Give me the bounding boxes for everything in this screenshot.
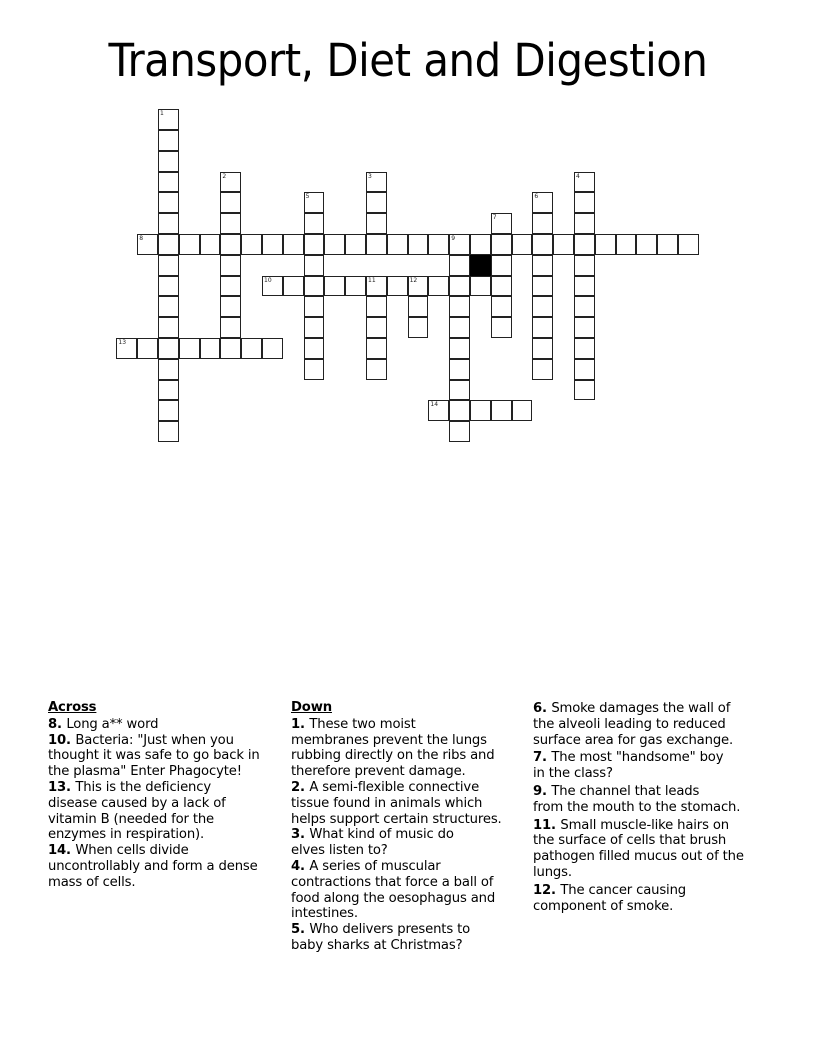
grid-cell[interactable] — [366, 359, 387, 380]
grid-cell[interactable] — [241, 234, 262, 255]
grid-cell[interactable] — [408, 276, 429, 297]
grid-cell[interactable] — [366, 317, 387, 338]
clue-text-line: the plasma" Enter Phagocyte! — [48, 764, 242, 780]
grid-cell[interactable] — [324, 234, 345, 255]
grid-cell[interactable] — [304, 213, 325, 234]
grid-cell[interactable] — [366, 213, 387, 234]
grid-cell[interactable] — [408, 317, 429, 338]
grid-cell[interactable] — [158, 213, 179, 234]
grid-cell[interactable] — [345, 234, 366, 255]
grid-cell[interactable] — [158, 338, 179, 359]
grid-cell[interactable] — [158, 296, 179, 317]
clue-text-line: 12. The cancer causing — [533, 882, 686, 898]
across-clue-list — [48, 717, 288, 891]
clue-text-line: thought it was safe to go back in — [48, 748, 260, 764]
clue-text-line: 5. Who delivers presents to — [291, 922, 471, 938]
grid-cell[interactable] — [366, 172, 387, 193]
grid-cell[interactable] — [428, 276, 449, 297]
crossword-grid — [0, 0, 816, 460]
grid-cell[interactable] — [532, 255, 553, 276]
down-clue — [291, 859, 531, 922]
grid-cell[interactable] — [220, 172, 241, 193]
grid-cell[interactable] — [449, 234, 470, 255]
clue-number: 11 — [368, 276, 376, 284]
grid-cell[interactable] — [158, 400, 179, 421]
clue-number-label: 12. — [533, 882, 561, 898]
clue-text-line: membranes prevent the lungs — [291, 732, 487, 748]
clue-text-line: 9. The channel that leads — [533, 783, 700, 799]
clue-text-line: from the mouth to the stomach. — [533, 799, 741, 815]
down-clue — [291, 922, 531, 954]
grid-cell[interactable] — [116, 338, 137, 359]
grid-cell[interactable] — [491, 400, 512, 421]
grid-cell[interactable] — [532, 213, 553, 234]
clue-text-line: food along the oesophagus and — [291, 890, 496, 906]
grid-cell[interactable] — [470, 234, 491, 255]
clue-number-label: 1. — [291, 716, 310, 732]
grid-cell[interactable] — [262, 338, 283, 359]
grid-cell[interactable] — [532, 338, 553, 359]
clue-number-label: 13. — [48, 779, 76, 795]
down-clue — [533, 701, 778, 748]
down-clue — [533, 883, 778, 915]
across-clue — [48, 733, 288, 780]
clue-number-label: 8. — [48, 716, 67, 732]
clue-text-line: 2. A semi-flexible connective — [291, 779, 480, 795]
grid-cell[interactable] — [366, 338, 387, 359]
grid-cell[interactable] — [283, 234, 304, 255]
clue-number: 8 — [139, 234, 144, 242]
grid-cell[interactable] — [574, 317, 595, 338]
clue-number: 7 — [492, 214, 497, 222]
grid-cell[interactable] — [220, 317, 241, 338]
grid-cell[interactable] — [283, 276, 304, 297]
grid-cell[interactable] — [574, 380, 595, 401]
clue-text-line: surface area for gas exchange. — [533, 732, 734, 748]
grid-cell[interactable] — [304, 192, 325, 213]
clue-number: 9 — [451, 234, 456, 242]
grid-cell[interactable] — [532, 192, 553, 213]
grid-cell[interactable] — [532, 296, 553, 317]
across-clue — [48, 843, 288, 890]
grid-cell[interactable] — [491, 317, 512, 338]
grid-cell[interactable] — [532, 234, 553, 255]
grid-cell[interactable] — [491, 296, 512, 317]
clue-text-line: in the class? — [533, 766, 613, 782]
clue-text-line: lungs. — [533, 864, 572, 880]
clue-text-line: disease caused by a lack of — [48, 795, 226, 811]
clue-number-label: 10. — [48, 732, 76, 748]
clue-number-label: 7. — [533, 750, 552, 766]
clue-number: 12 — [409, 276, 418, 284]
grid-cell[interactable] — [304, 317, 325, 338]
clue-text-line: rubbing directly on the ribs and — [291, 748, 495, 764]
clue-text-line: elves listen to? — [291, 843, 388, 859]
grid-cell[interactable] — [241, 338, 262, 359]
clue-text-line: 1. These two moist — [291, 716, 416, 732]
grid-cell[interactable] — [657, 234, 678, 255]
grid-cell[interactable] — [158, 421, 179, 442]
grid-cell[interactable] — [200, 234, 221, 255]
clue-text-line: therefore prevent damage. — [291, 764, 466, 780]
grid-cell[interactable] — [470, 276, 491, 297]
down-clue — [291, 717, 531, 780]
grid-cell[interactable] — [574, 234, 595, 255]
grid-cell[interactable] — [449, 400, 470, 421]
grid-cell[interactable] — [595, 234, 616, 255]
grid-cell[interactable] — [491, 276, 512, 297]
clue-number-label: 14. — [48, 843, 76, 859]
grid-cell[interactable] — [574, 276, 595, 297]
grid-cell[interactable] — [137, 234, 158, 255]
grid-cell[interactable] — [449, 317, 470, 338]
grid-cell[interactable] — [449, 296, 470, 317]
down-clue — [533, 750, 778, 782]
puzzle-title: Transport, Diet and Digestion — [108, 34, 708, 87]
clue-text-line: 6. Smoke damages the wall of — [533, 701, 731, 716]
clue-text-line: uncontrollably and form a dense — [48, 858, 258, 874]
grid-cell[interactable] — [366, 234, 387, 255]
grid-cell[interactable] — [304, 276, 325, 297]
clue-text-line: vitamin B (needed for the — [48, 811, 215, 827]
black-cell — [470, 255, 491, 276]
grid-cell[interactable] — [137, 338, 158, 359]
clue-text-line: 3. What kind of music do — [291, 827, 454, 843]
grid-cell[interactable] — [574, 359, 595, 380]
grid-cell[interactable] — [532, 317, 553, 338]
grid-cell[interactable] — [220, 296, 241, 317]
grid-cell[interactable] — [574, 255, 595, 276]
grid-cell[interactable] — [220, 213, 241, 234]
clue-number-label: 2. — [291, 779, 310, 795]
clue-text-line: 4. A series of muscular — [291, 858, 441, 874]
down-heading: Down — [291, 700, 332, 715]
grid-cell[interactable] — [304, 359, 325, 380]
grid-cell[interactable] — [158, 172, 179, 193]
grid-cell[interactable] — [553, 234, 574, 255]
grid-cell[interactable] — [449, 276, 470, 297]
clue-text-line: 10. Bacteria: "Just when you — [48, 732, 234, 748]
grid-cell[interactable] — [220, 234, 241, 255]
grid-cell[interactable] — [387, 234, 408, 255]
clue-text-line: the surface of cells that brush — [533, 833, 727, 849]
grid-cell[interactable] — [220, 276, 241, 297]
grid-cell[interactable] — [470, 400, 491, 421]
grid-cell[interactable] — [449, 359, 470, 380]
clue-text-line: 8. Long a** word — [48, 716, 159, 732]
clue-number-label: 5. — [291, 922, 310, 938]
grid-cell[interactable] — [158, 255, 179, 276]
down-clues-column — [291, 700, 531, 954]
grid-cell[interactable] — [158, 380, 179, 401]
grid-cell[interactable] — [366, 276, 387, 297]
grid-cell[interactable] — [408, 234, 429, 255]
grid-cell[interactable] — [220, 255, 241, 276]
grid-cell[interactable] — [449, 380, 470, 401]
grid-cell[interactable] — [616, 234, 637, 255]
clue-number: 4 — [576, 172, 580, 180]
down-clue — [533, 784, 778, 816]
grid-cell[interactable] — [491, 255, 512, 276]
across-clues-column — [48, 700, 288, 891]
grid-cell[interactable] — [158, 234, 179, 255]
grid-cell[interactable] — [512, 234, 533, 255]
clue-text-line: contractions that force a ball of — [291, 874, 494, 890]
grid-cell[interactable] — [449, 421, 470, 442]
grid-cell[interactable] — [158, 317, 179, 338]
grid-cell[interactable] — [428, 234, 449, 255]
clue-number-label: 9. — [533, 783, 552, 799]
clue-text-line: 11. Small muscle-like hairs on — [533, 817, 729, 833]
down-clue — [291, 827, 531, 859]
grid-cell[interactable] — [366, 296, 387, 317]
grid-cell[interactable] — [304, 234, 325, 255]
grid-cell[interactable] — [220, 192, 241, 213]
clue-number: 2 — [222, 172, 227, 180]
grid-cell[interactable] — [324, 276, 345, 297]
clue-text-line: 14. When cells divide — [48, 843, 189, 859]
across-clue — [48, 717, 288, 733]
clue-text-line: 13. This is the deficiency — [48, 779, 211, 795]
clue-number: 3 — [368, 172, 372, 180]
grid-cell[interactable] — [574, 192, 595, 213]
grid-cell[interactable] — [262, 234, 283, 255]
grid-cell[interactable] — [512, 400, 533, 421]
grid-cell[interactable] — [449, 255, 470, 276]
grid-cell[interactable] — [532, 359, 553, 380]
clue-text-line: enzymes in respiration). — [48, 827, 205, 843]
grid-cell[interactable] — [636, 234, 657, 255]
grid-cell[interactable] — [574, 296, 595, 317]
clue-number: 13 — [118, 338, 127, 346]
grid-cell[interactable] — [158, 192, 179, 213]
grid-cell[interactable] — [200, 338, 221, 359]
clue-text-line: 7. The most "handsome" boy — [533, 750, 724, 766]
grid-cell[interactable] — [428, 400, 449, 421]
grid-cell[interactable] — [408, 296, 429, 317]
grid-cell[interactable] — [449, 338, 470, 359]
grid-cell[interactable] — [491, 234, 512, 255]
grid-cell[interactable] — [158, 151, 179, 172]
clue-number: 5 — [305, 193, 310, 201]
grid-cell[interactable] — [179, 338, 200, 359]
grid-cell[interactable] — [262, 276, 283, 297]
across-heading: Across — [48, 700, 97, 715]
grid-cell[interactable] — [304, 338, 325, 359]
clue-number: 1 — [160, 110, 164, 118]
clue-text-line: intestines. — [291, 906, 358, 922]
grid-cell[interactable] — [532, 276, 553, 297]
clue-text-line: baby sharks at Christmas? — [291, 937, 463, 953]
clue-text-line: mass of cells. — [48, 874, 136, 890]
clue-number-label: 4. — [291, 858, 310, 874]
grid-cell[interactable] — [304, 255, 325, 276]
clue-number-label: 3. — [291, 827, 310, 843]
down-clue-list-continued — [533, 701, 778, 914]
grid-cell[interactable] — [158, 130, 179, 151]
clue-number: 6 — [534, 193, 539, 201]
clue-text-line: the alveoli leading to reduced — [533, 716, 726, 732]
grid-cell[interactable] — [387, 276, 408, 297]
grid-cell[interactable] — [678, 234, 699, 255]
across-clue — [48, 780, 288, 843]
down-clue — [291, 780, 531, 827]
grid-cell[interactable] — [158, 109, 179, 130]
grid-cell[interactable] — [366, 192, 387, 213]
grid-cell[interactable] — [158, 276, 179, 297]
grid-cell[interactable] — [158, 359, 179, 380]
grid-cell[interactable] — [574, 172, 595, 193]
down-clue — [533, 818, 778, 881]
grid-cell[interactable] — [345, 276, 366, 297]
grid-cell[interactable] — [179, 234, 200, 255]
clue-number: 10 — [264, 276, 272, 284]
clue-text-line: pathogen filled mucus out of the — [533, 849, 744, 865]
grid-cell[interactable] — [304, 296, 325, 317]
grid-cell[interactable] — [574, 338, 595, 359]
grid-cell[interactable] — [220, 338, 241, 359]
clue-number-label: 11. — [533, 817, 561, 833]
clue-number: 14 — [430, 401, 439, 409]
clue-text-line: tissue found in animals which — [291, 795, 483, 811]
clue-text-line: helps support certain structures. — [291, 811, 502, 827]
down-clues-column-continued — [533, 701, 778, 916]
grid-cell[interactable] — [574, 213, 595, 234]
clue-number-label: 6. — [533, 701, 552, 716]
clue-text-line: component of smoke. — [533, 898, 674, 914]
down-clue-list — [291, 717, 531, 954]
grid-cell[interactable] — [491, 213, 512, 234]
